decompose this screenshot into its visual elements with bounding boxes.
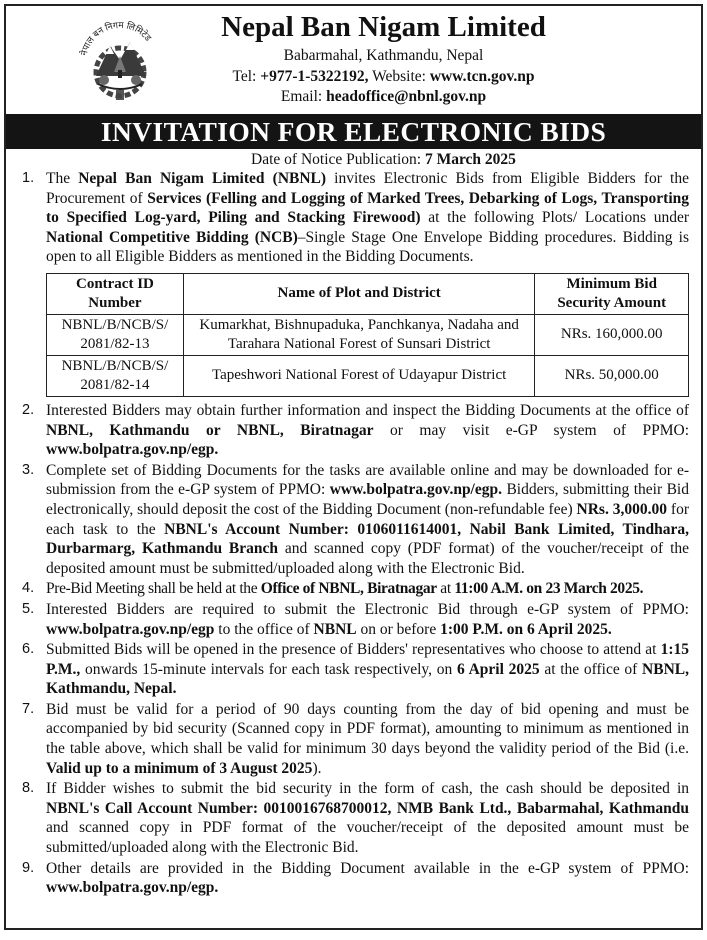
banner-title: INVITATION FOR ELECTRONIC BIDS (6, 114, 701, 149)
list-item (18, 859, 689, 898)
item-number: 4. (22, 580, 35, 597)
org-address: Babarmahal, Kathmandu, Nepal (283, 47, 484, 64)
item-text: Interested Bidders are required to submit the Electronic Bid through e-GP system of PPMO: www.bolpatra.gov.np/egp to the office of NBNL on or before 1:00 P.M. on 6 April 2025. (46, 600, 689, 638)
item-number: 7. (22, 700, 35, 717)
email-label: Email: (280, 88, 323, 105)
table-cell: NBNL/B/NCB/S/ 2081/82-13 (47, 314, 184, 355)
egp-link[interactable]: www.bolpatra.gov.np/egp. (329, 481, 502, 499)
list-item (18, 401, 689, 460)
item-number: 3. (22, 461, 35, 478)
notice-date (6, 150, 701, 170)
tel-label: Tel: (232, 68, 257, 85)
item-number: 1. (22, 170, 35, 186)
item-text: Other details are provided in the Bidding Document available in the e-GP system of PPMO: www.bolpatra.gov.np/egp. (46, 859, 689, 897)
item-number: 2. (22, 401, 35, 418)
notice-items (6, 169, 701, 899)
notice-page (4, 4, 703, 930)
table-cell: NRs. 50,000.00 (535, 355, 689, 396)
table-header-cell: Name of Plot and District (183, 273, 535, 314)
item-number: 5. (22, 600, 35, 617)
list-item (18, 169, 689, 267)
list-item (18, 600, 689, 639)
item-number: 8. (22, 780, 35, 797)
list-item (18, 779, 689, 857)
item-text: Interested Bidders may obtain further information and inspect the Bidding Documents at the office of NBNL, Kathmandu or NBNL, Biratnagar or may visit e-GP system of PPMO: www.bolpatra.gov.np/egp. (46, 401, 689, 459)
logo-text: नेपाल बन निगम लिमिटेड (78, 19, 154, 57)
item-text: Bid must be valid for a period of 90 days counting from the day of bid opening and must be accompanied by bid security (Scanned copy in PDF format), amounting to minimum as mentioned in the table above, which shall be valid for minimum 30 days beyond the validity period of the Bid (i.e. Valid up to a minimum of 3 August 2025). (46, 700, 689, 777)
bids-table (46, 273, 689, 397)
item-number: 9. (22, 859, 35, 876)
table-cell: Kumarkhat, Bishnupaduka, Panchkanya, Nadaha and Tarahara National Forest of Sunsari District (183, 314, 535, 355)
email-link[interactable]: headoffice@nbnl.gov.np (326, 88, 487, 105)
egp-link[interactable]: www.bolpatra.gov.np/egp. (46, 441, 219, 459)
list-item (18, 461, 689, 579)
list-item (18, 700, 689, 778)
table-header-row (47, 273, 689, 314)
item-text: Pre-Bid Meeting shall be held at the Office of NBNL, Biratnagar at 11:00 A.M. on 23 March 2025. (46, 580, 644, 598)
item-number: 6. (22, 641, 35, 658)
table-cell: NBNL/B/NCB/S/ 2081/82-14 (47, 355, 184, 396)
notice-date-label: Date of Notice Publication: (251, 151, 422, 168)
table-row (47, 355, 689, 396)
item-text: The Nepal Ban Nigam Limited (NBNL) invites Electronic Bids from Eligible Bidders for the Procurement of Services (Felling and Logging of Marked Trees, Debarking of Logs, Transporting to Specified Log-yard, Piling and Stacking Firewood) at the following Plots/ Locations under National Competitive Bidding (NCB)–Single Stage One Envelope Bidding procedures. Bidding is open to all Eligible Bidders as mentioned in the Bidding Documents. (46, 170, 690, 266)
contact-line (6, 67, 701, 87)
table-cell: NRs. 160,000.00 (535, 314, 689, 355)
table-header-cell: Contract ID Number (47, 273, 184, 314)
list-item (18, 579, 689, 599)
tel-number: +977-1-5322192, (260, 68, 369, 85)
list-item (18, 640, 689, 699)
notice-date-value: 7 March 2025 (424, 151, 516, 168)
email-line (6, 87, 701, 107)
egp-link[interactable]: www.bolpatra.gov.np/egp (46, 620, 215, 638)
egp-link[interactable]: www.bolpatra.gov.np/egp. (46, 879, 219, 897)
table-cell: Tapeshwori National Forest of Udayapur District (183, 355, 535, 396)
org-name: Nepal Ban Nigam Limited (221, 11, 546, 43)
letterhead (6, 6, 701, 114)
item-text: If Bidder wishes to submit the bid security in the form of cash, the cash should be deposited in NBNL's Call Account Number: 0010016768700012, NMB Bank Ltd., Babarmahal, Kathmandu and scanned copy in PDF format of the voucher/receipt of the deposited amount must be submitted/uploaded along with the Electronic Bid. (46, 780, 689, 857)
table-header-cell: Minimum Bid Security Amount (535, 273, 689, 314)
website-label: Website: (372, 68, 426, 85)
table-row (47, 314, 689, 355)
website-link[interactable]: www.tcn.gov.np (429, 68, 535, 85)
item-text: Complete set of Bidding Documents for the tasks are available online and may be downloaded for e-submission from the e-GP system of PPMO: www.bolpatra.gov.np/egp. Bidders, submitting their Bid electronically, should deposit the cost of the Bidding Document (non-refundable fee) NRs. 3,000.00 for each task to the NBNL's Account Number: 0106011614001, Nabil Bank Limited, Tindhara, Durbarmarg, Kathmandu Branch and scanned copy (PDF format) of the voucher/receipt of the deposited amount must be submitted/uploaded along with the Electronic Bid. (46, 461, 690, 577)
item-text: Submitted Bids will be opened in the presence of Bidders' representatives who choose to attend at 1:15 P.M., onwards 15-minute intervals for each task respectively, on 6 April 2025 at the office of NBNL, Kathmandu, Nepal. (46, 641, 689, 698)
